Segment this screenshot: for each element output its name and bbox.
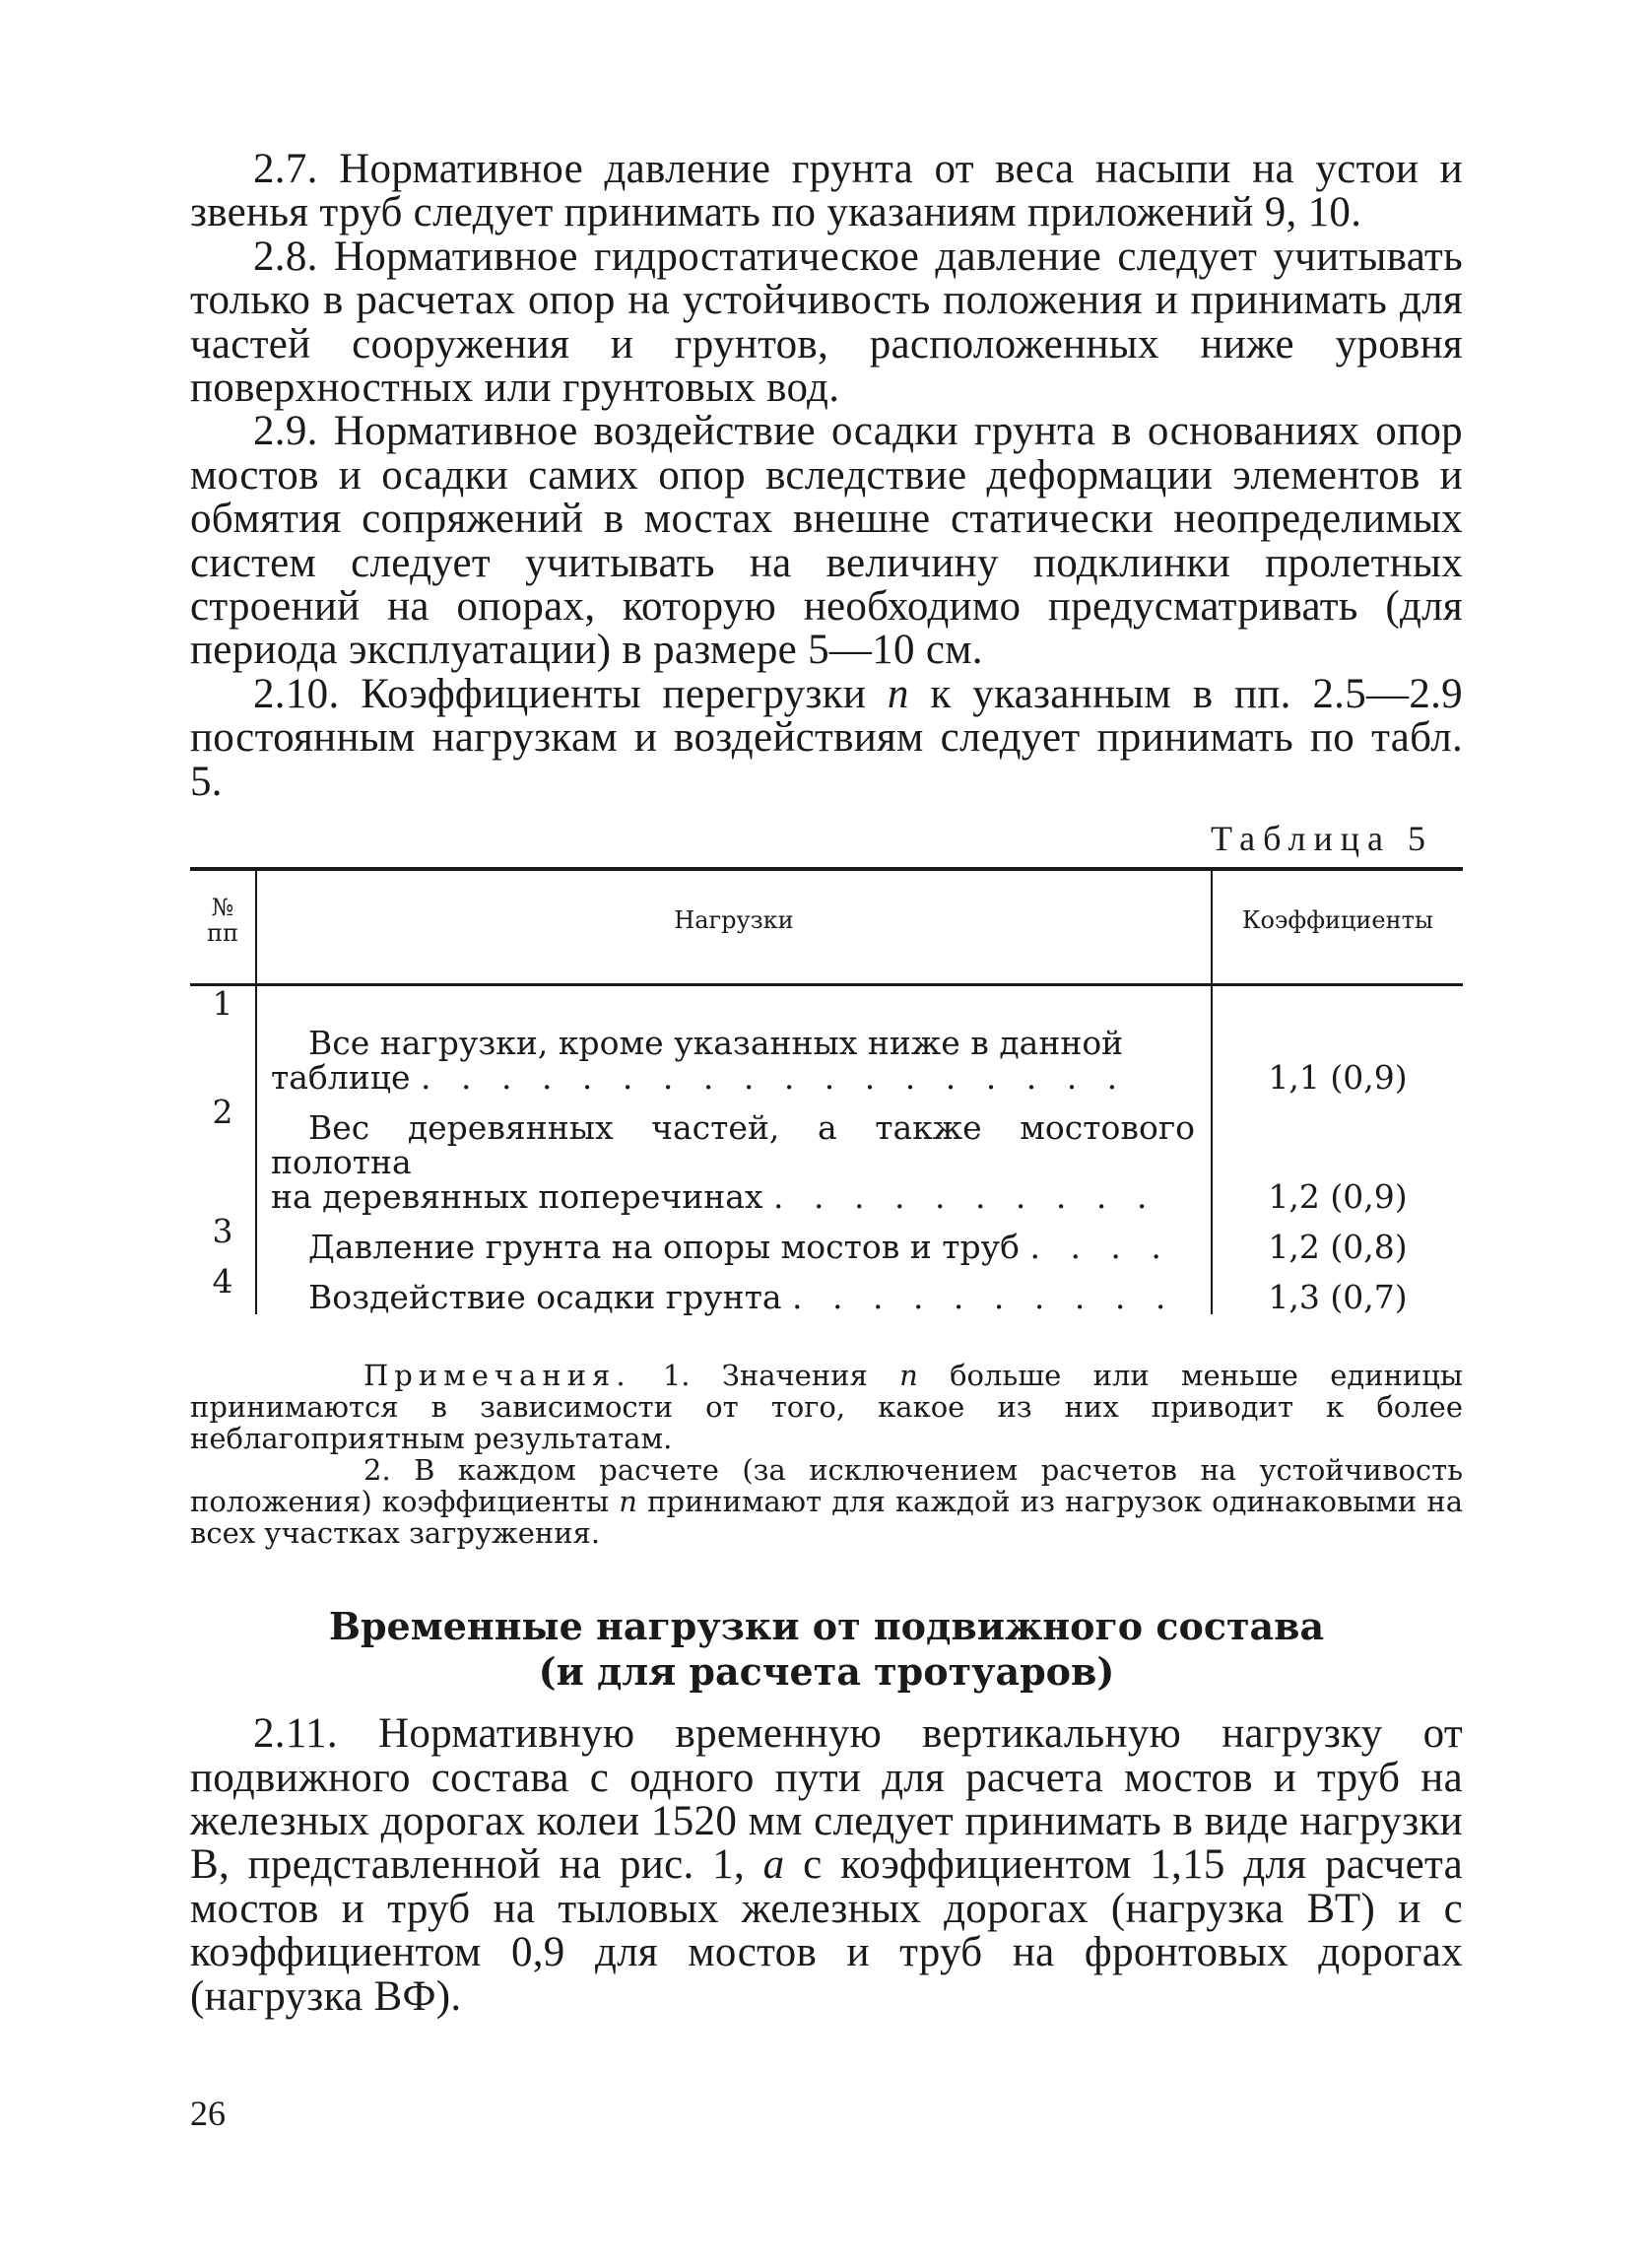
row-coefficient: 1,2 (0,8) bbox=[1268, 1228, 1408, 1267]
table-notes bbox=[190, 1360, 1463, 1549]
paragraph-2-7: 2.7. Нормативное давление грунта от веса насыпи на устои и звенья труб следует принимать по указаниям приложений 9, 10. bbox=[190, 146, 1463, 236]
row-load bbox=[256, 1264, 1212, 1317]
row-load bbox=[256, 985, 1212, 1096]
row-load-line2: Давление грунта на опоры мостов и труб bbox=[308, 1228, 1020, 1267]
notes-heading: Примечания. bbox=[363, 1359, 631, 1393]
paragraph-2-11 bbox=[190, 1712, 1463, 2019]
row-load bbox=[256, 1214, 1212, 1267]
variable-a: а bbox=[762, 1841, 785, 1889]
row-load-line2: таблице bbox=[271, 1058, 411, 1098]
note-1-start: 1. Значения bbox=[662, 1359, 868, 1393]
note-2-end: принимают для каждой из нагрузок одинаковыми на всех участках загружения. bbox=[190, 1485, 1464, 1551]
section-heading bbox=[190, 1604, 1463, 1695]
section-heading-line1: Временные нагрузки от подвижного состава bbox=[328, 1604, 1325, 1649]
note-1-end: больше или меньше единицы принимаются в зависимости от того, какое из них приводит к более неблагоприятным результатам. bbox=[190, 1359, 1463, 1456]
dot-leader: . . . . . . . . . . bbox=[792, 1278, 1176, 1317]
page-number: 26 bbox=[190, 2094, 226, 2133]
paragraph-2-10 bbox=[190, 670, 1463, 805]
variable-n: n bbox=[899, 1359, 918, 1393]
paragraph-2-10-start: 2.10. Коэффициенты перегрузки bbox=[253, 670, 867, 717]
row-number: 4 bbox=[190, 1264, 256, 1314]
paragraph-2-11-start: 2.11. Нормативную временную вертикальную нагрузку от подвижного состава с одного пути для расчета мостов и труб на железных дорогах колеи 1520 мм следует принимать в виде нагрузки В, представленной на рис. 1, bbox=[190, 1710, 1463, 1889]
table-row bbox=[190, 1095, 1463, 1214]
document-page bbox=[190, 148, 1463, 2019]
row-load-line2: Воздействие осадки грунта bbox=[308, 1278, 782, 1317]
note-2-start: 2. В каждом расчете (за исключением расчетов на устойчивость положения) коэффициенты bbox=[190, 1453, 1463, 1519]
row-load-line2: на деревянных поперечинах bbox=[271, 1177, 763, 1217]
variable-n: n bbox=[619, 1485, 637, 1519]
row-coefficient: 1,3 (0,7) bbox=[1268, 1278, 1408, 1317]
dot-leader: . . . . . . . . . . bbox=[773, 1177, 1157, 1217]
paragraph-2-10-end: к указанным в пп. 2.5—2.9 постоянным нагрузкам и воздействиям следует принимать по табл. 5. bbox=[190, 670, 1463, 805]
variable-n: n bbox=[887, 670, 909, 717]
note-1 bbox=[190, 1360, 1463, 1454]
row-number: 2 bbox=[190, 1095, 256, 1214]
paragraph-2-8: 2.8. Нормативное гидростатическое давление следует учитывать только в расчетах опор на устойчивость положения и принимать для частей сооружения и грунтов, расположенных ниже уровня поверхностных или грунтовых вод. bbox=[190, 233, 1463, 412]
row-load-line1: Вес деревянных частей, а также мостового полотна bbox=[271, 1108, 1195, 1182]
loads-table bbox=[190, 867, 1463, 1317]
section-heading-line2: (и для расчета тротуаров) bbox=[538, 1649, 1115, 1695]
header-number: № пп bbox=[190, 869, 256, 985]
dot-leader: . . . . bbox=[1029, 1228, 1171, 1267]
table-row bbox=[190, 985, 1463, 1096]
row-coefficient: 1,2 (0,9) bbox=[1268, 1177, 1408, 1217]
row-load bbox=[256, 1095, 1212, 1217]
paragraph-2-9: 2.9. Нормативное воздействие осадки грунта в основаниях опор мостов и осадки самих опор вследствие деформации элементов и обмятия сопряжений в мостах внешне статически неопределимых систем следует учитывать на величину подклинки пролетных строений на опорах, которую необходимо предусматривать (для периода эксплуатации) в размере 5—10 см. bbox=[190, 408, 1463, 674]
table-row bbox=[190, 1214, 1463, 1264]
table-row bbox=[190, 1264, 1463, 1314]
row-number: 1 bbox=[190, 985, 256, 1096]
row-number: 3 bbox=[190, 1214, 256, 1264]
paragraph-2-11-end: с коэффициентом 1,15 для расчета мостов и труб на тыловых железных дорогах (нагрузка ВТ) и с коэффициентом 0,9 для мостов и труб на фронтовых дорогах (нагрузка ВФ). bbox=[190, 1841, 1463, 2020]
dot-leader: . . . . . . . . . . . . . . . . . . bbox=[421, 1058, 1128, 1098]
table-header-row bbox=[190, 869, 1463, 985]
header-coefficients: Коэффициенты bbox=[1212, 869, 1463, 985]
note-2 bbox=[190, 1454, 1463, 1549]
row-load-line1: Все нагрузки, кроме указанных ниже в данной bbox=[308, 1024, 1124, 1063]
header-loads: Нагрузки bbox=[256, 869, 1212, 985]
table-caption: Таблица 5 bbox=[1211, 819, 1433, 859]
row-coefficient: 1,1 (0,9) bbox=[1268, 1058, 1408, 1098]
